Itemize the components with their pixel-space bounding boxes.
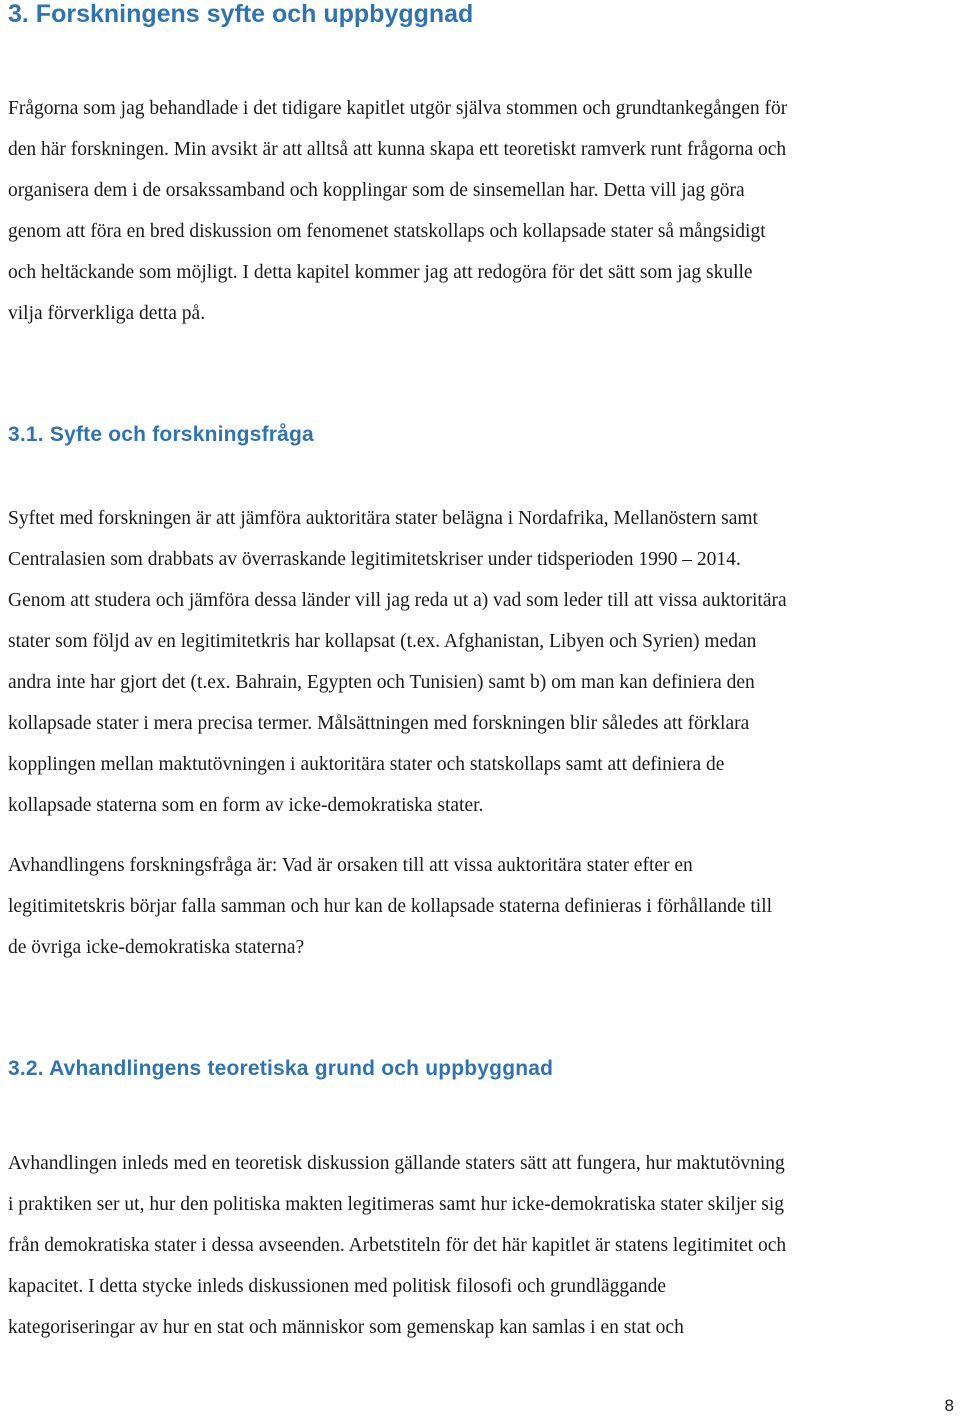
- paragraph-line: den här forskningen. Min avsikt är att alltså att kunna skapa ett teoretiskt ramverk runt frågorna och: [8, 139, 787, 160]
- subsection-heading-syfte: 3.1. Syfte och forskningsfråga: [8, 423, 314, 446]
- paragraph-line: i praktiken ser ut, hur den politiska makten legitimeras samt hur icke-demokratiska stater skiljer sig: [8, 1194, 785, 1215]
- paragraph-line: Centralasien som drabbats av överraskande legitimitetskriser under tidsperioden 1990 – 2014.: [8, 549, 741, 570]
- paragraph-line: stater som följd av en legitimitetkris har kollapsat (t.ex. Afghanistan, Libyen och Syrien) medan: [8, 631, 757, 652]
- paragraph-line: vilja förverkliga detta på.: [8, 303, 206, 324]
- paragraph-line: organisera dem i de orsakssamband och kopplingar som de sinsemellan har. Detta vill jag göra: [8, 180, 745, 201]
- page-number: 8: [944, 1396, 954, 1415]
- subsection-heading-grund: 3.2. Avhandlingens teoretiska grund och uppbyggnad: [8, 1057, 554, 1080]
- paragraph-line: genom att föra en bred diskussion om fenomenet statskollaps och kollapsade stater så mångsidigt: [8, 221, 766, 242]
- intro-paragraph: [8, 88, 954, 334]
- paragraph-line: legitimitetskris börjar falla samman och hur kan de kollapsade staterna definieras i förhållande till: [8, 896, 773, 917]
- paragraph-line: kapacitet. I detta stycke inleds diskussionen med politisk filosofi och grundläggande: [8, 1276, 666, 1297]
- paragraph-line: kollapsade staterna som en form av icke-demokratiska stater.: [8, 795, 484, 816]
- paragraph-line: Syftet med forskningen är att jämföra auktoritära stater belägna i Nordafrika, Mellanöstern samt: [8, 508, 758, 529]
- paragraph-line: Genom att studera och jämföra dessa länder vill jag reda ut a) vad som leder till att vissa auktoritära: [8, 590, 787, 611]
- paragraph-line: de övriga icke-demokratiska staterna?: [8, 937, 305, 958]
- research-question-paragraph: [8, 845, 954, 968]
- paragraph-line: och heltäckande som möjligt. I detta kapitel kommer jag att redogöra för det sätt som jag skulle: [8, 262, 753, 283]
- paragraph-line: Avhandlingens forskningsfråga är: Vad är orsaken till att vissa auktoritära stater efter en: [8, 855, 693, 876]
- purpose-paragraph: [8, 498, 954, 826]
- paragraph-line: kopplingen mellan maktutövningen i auktoritära stater och statskollaps samt att definiera de: [8, 754, 725, 775]
- paragraph-line: kollapsade stater i mera precisa termer. Målsättningen med forskningen blir således att förklara: [8, 713, 750, 734]
- paragraph-line: från demokratiska stater i dessa avseenden. Arbetstiteln för det här kapitlet är statens legitimitet och: [8, 1235, 787, 1256]
- paragraph-line: andra inte har gjort det (t.ex. Bahrain, Egypten och Tunisien) samt b) om man kan definiera den: [8, 672, 755, 693]
- section-heading: 3. Forskningens syfte och uppbyggnad: [8, 0, 474, 28]
- theory-paragraph: [8, 1143, 954, 1348]
- paragraph-line: Frågorna som jag behandlade i det tidigare kapitlet utgör själva stommen och grundtankegången för: [8, 98, 788, 119]
- paragraph-line: kategoriseringar av hur en stat och människor som gemenskap kan samlas i en stat och: [8, 1317, 684, 1338]
- paragraph-line: Avhandlingen inleds med en teoretisk diskussion gällande staters sätt att fungera, hur maktutövning: [8, 1153, 785, 1174]
